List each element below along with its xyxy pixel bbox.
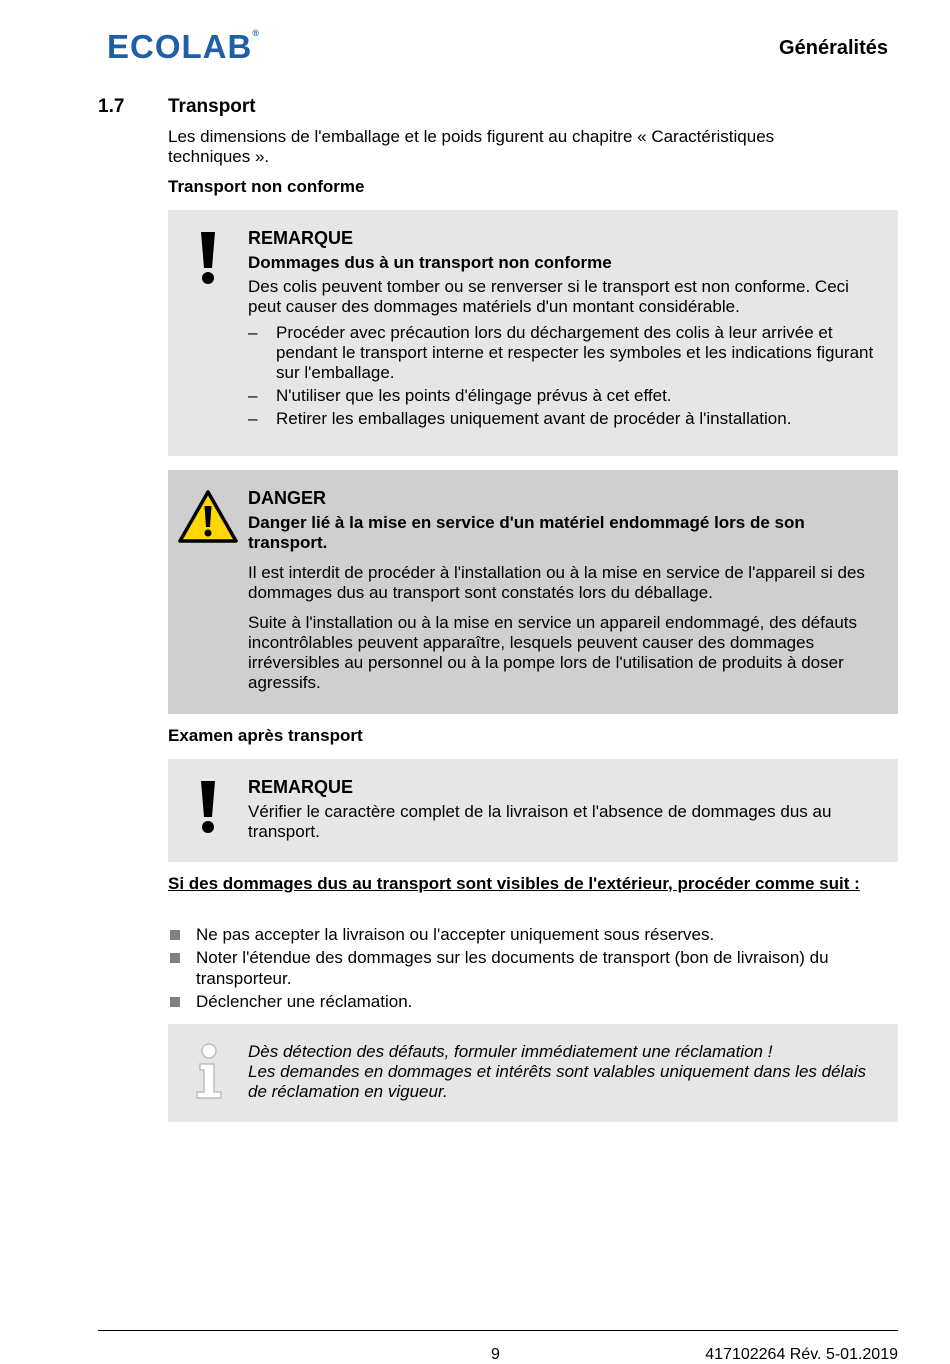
notice-text: Des colis peuvent tomber ou se renverser si le transport est non conforme. Ceci peut causer des dommages matériels d'un montant considérable. — [248, 277, 849, 316]
subheading-2: Examen après transport — [168, 726, 363, 745]
square-bullet-icon — [170, 997, 180, 1007]
square-bullet-icon — [170, 930, 180, 940]
damage-heading-text: Si des dommages dus au transport sont visibles de l'extérieur, procéder comme suit : — [168, 874, 860, 893]
intro-text: Les dimensions de l'emballage et le poids figurent au chapitre « Caractéristiques techniques ». — [168, 127, 775, 166]
exclamation-icon — [196, 230, 220, 291]
logo-registered-mark: ® — [252, 28, 259, 38]
danger-box — [168, 470, 898, 714]
damage-heading — [168, 874, 898, 894]
danger-signal-word: DANGER — [248, 488, 327, 508]
info-line-2: Les demandes en dommages et intérêts sont valables uniquement dans les délais de réclamation en vigueur. — [248, 1062, 867, 1101]
exclamation-icon — [196, 779, 220, 840]
notice-signal-word: REMARQUE — [248, 228, 354, 248]
list-item: – Retirer les emballages uniquement avant de procéder à l'installation. — [248, 409, 880, 429]
section-number: 1.7 — [98, 96, 125, 117]
footer-divider — [98, 1330, 898, 1331]
list-item: – N'utiliser que les points d'élingage prévus à cet effet. — [248, 386, 880, 406]
notice-title: Dommages dus à un transport non conforme — [248, 253, 612, 272]
damage-steps-list — [168, 922, 888, 1012]
notice-text: Vérifier le caractère complet de la livraison et l'absence de dommages dus au transport. — [248, 802, 832, 841]
list-item: Noter l'étendue des dommages sur les documents de transport (bon de livraison) du transporteur. — [168, 947, 888, 989]
list-item: Déclencher une réclamation. — [168, 991, 888, 1012]
ecolab-logo — [107, 28, 259, 66]
chapter-title: Généralités — [779, 37, 888, 59]
notice-box-examen — [168, 759, 898, 862]
subheading-examen — [168, 726, 898, 746]
danger-text-1: Il est interdit de procéder à l'installation ou à la mise en service de l'appareil si des dommages dus au transport sont constatés lors du déballage. — [248, 563, 865, 602]
logo-text: ECOLAB — [107, 28, 253, 65]
document-reference: 417102264 Rév. 5-01.2019 — [705, 1346, 898, 1363]
info-box — [168, 1024, 898, 1122]
subheading-1: Transport non conforme — [168, 177, 365, 196]
info-icon — [193, 1042, 225, 1105]
warning-triangle-icon — [177, 489, 239, 550]
notice-box-transport — [168, 210, 898, 456]
page-number: 9 — [491, 1346, 500, 1363]
danger-title: Danger lié à la mise en service d'un matériel endommagé lors de son transport. — [248, 513, 805, 552]
intro-paragraph — [168, 127, 898, 167]
square-bullet-icon — [170, 953, 180, 963]
notice-list — [248, 323, 880, 429]
section-title: Transport — [168, 96, 256, 117]
notice-signal-word: REMARQUE — [248, 777, 354, 797]
danger-text-2: Suite à l'installation ou à la mise en service un appareil endommagé, des défauts incontrôlables peuvent apparaître, lesquels peuvent causer des dommages irréversibles au personnel ou à la pompe lors de l'utilisation de produits à doser agressifs. — [248, 613, 857, 692]
list-item: Ne pas accepter la livraison ou l'accepter uniquement sous réserves. — [168, 924, 888, 945]
subheading-transport-non-conforme — [168, 177, 898, 197]
list-item: – Procéder avec précaution lors du déchargement des colis à leur arrivée et pendant le transport interne et respecter les symboles et les indications figurant sur l'emballage. — [248, 323, 880, 383]
info-line-1: Dès détection des défauts, formuler immédiatement une réclamation ! — [248, 1042, 773, 1061]
